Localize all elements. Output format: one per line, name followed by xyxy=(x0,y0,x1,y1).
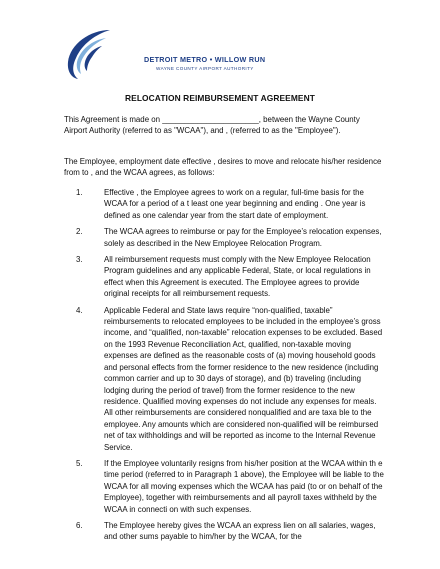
org-subtitle: WAYNE COUNTY AIRPORT AUTHORITY xyxy=(156,66,254,71)
item-number: 6. xyxy=(76,520,83,530)
item-number: 1. xyxy=(76,188,83,197)
terms-list xyxy=(64,187,384,548)
list-item xyxy=(64,226,384,249)
list-item xyxy=(64,520,384,543)
org-name: DETROIT METRO • WILLOW RUN xyxy=(144,55,266,64)
airport-swoosh-logo-icon xyxy=(62,22,122,80)
item-number: 5. xyxy=(76,458,83,468)
airport-logo xyxy=(62,22,266,80)
list-item xyxy=(64,254,384,300)
item-number: 2. xyxy=(76,227,83,237)
intro-paragraph: This Agreement is made on ______________________, between the Wayne County Airport Authority (referred to as "WCAA"), and , (referred to as the "Employee"). xyxy=(64,115,360,136)
item-number: 3. xyxy=(76,255,83,265)
item-number: 4. xyxy=(76,305,83,315)
document-title: RELOCATION REIMBURSEMENT AGREEMENT xyxy=(125,93,315,103)
list-item xyxy=(64,458,384,515)
list-item xyxy=(64,187,384,221)
item-text: All reimbursement requests must comply with the New Employee Relocation Program guidelines and any applicable Federal, State, or local regulations in effect when this Agreement is executed. The Employee agrees to provide original receipts for all reimbursement requests. xyxy=(104,255,371,299)
item-text: If the Employee voluntarily resigns from his/her position at the WCAA within th e time period (referred to in Paragraph 1 above), the Employee will be liable to the WCAA for all moving expenses which the WCAA has paid (to or on behalf of the Employee), together with reimbursements and all payroll taxes withheld by the WCAA in connecti on with such expenses. xyxy=(104,458,384,514)
item-text: Effective , the Employee agrees to work on a regular, full-time basis for the WCAA for a period of a t least one year beginning and ending . One year is defined as one calendar year from the start date of employment. xyxy=(104,188,366,220)
item-text: Applicable Federal and State laws require “non-qualified, taxable” reimbursements to relocated employees to be included in the employee’s gross income, and “qualified, non-taxable” relocation expenses to be excluded. Based on the 1993 Revenue Reconciliation Act, qualified, non-taxable moving expenses are defined as the reasonable costs of (a) moving household goods and personal effects from the former residence to the new residence (including common carrier and up to 30 days of storage), and (b) traveling (including lodging during the period of travel) from the former residence to the new residence. Qualified moving expenses do not include any expenses for meals. All other reimbursements are considered nonqualified and are taxa ble to the employee. Any amounts which are considered non-qualified will be reimbursed net of tax withholdings and will be reported as income to the Internal Revenue Service. xyxy=(104,305,383,452)
effective-paragraph: The Employee, employment date effective , desires to move and relocate his/her residence from to , and the WCAA agrees, as follows: xyxy=(64,157,382,178)
item-text: The Employee hereby gives the WCAA an express lien on all salaries, wages, and other sums payable to him/her by the WCAA, for the xyxy=(104,520,376,542)
item-text: The WCAA agrees to reimburse or pay for the Employee’s relocation expenses, solely as described in the New Employee Relocation Program. xyxy=(104,227,382,248)
list-item xyxy=(64,305,384,453)
